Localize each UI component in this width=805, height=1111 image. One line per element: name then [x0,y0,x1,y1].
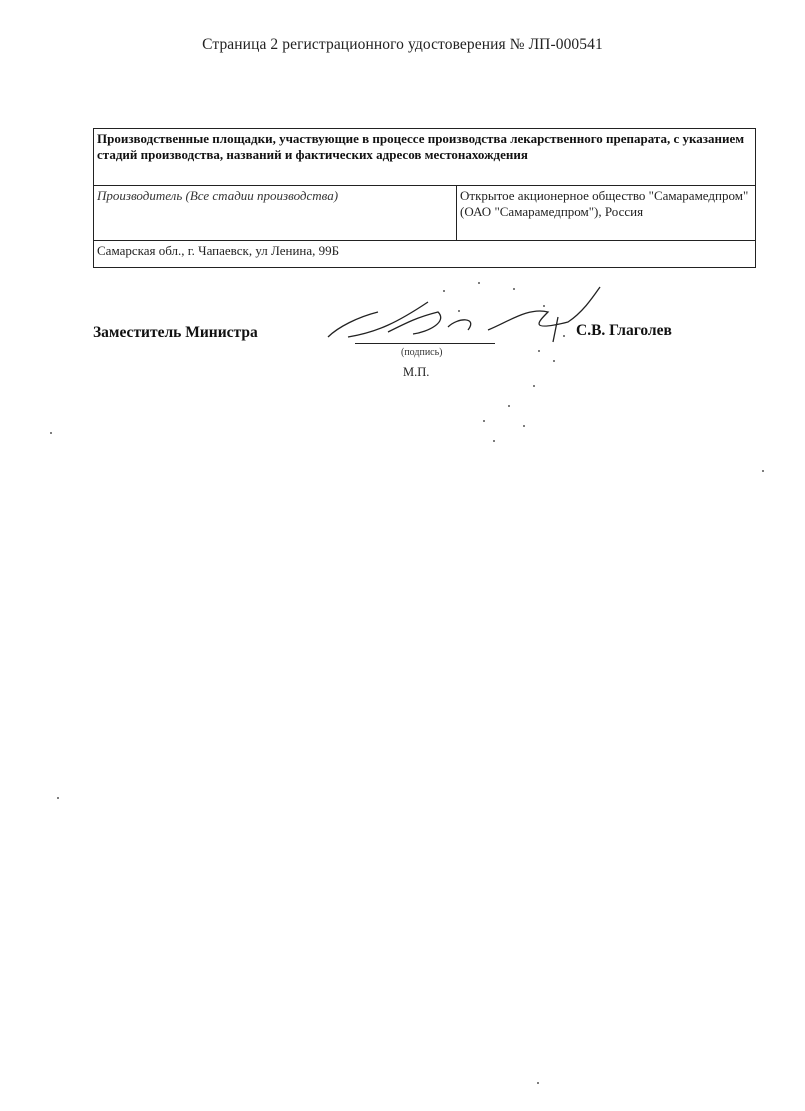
signer-position: Заместитель Министра [93,324,258,341]
table-row [94,186,756,241]
signature-caption: (подпись) [401,347,443,358]
table-heading-row [94,129,756,186]
signer-name: С.В. Глаголев [576,322,672,339]
production-sites-table [93,128,756,268]
producer-role-cell: Производитель (Все стадии производства) [94,186,457,241]
scan-artifact [50,432,52,434]
signature-block [93,310,756,410]
signature-line [355,343,495,344]
scan-artifact [762,470,764,472]
stamp-label: М.П. [403,365,430,379]
table-heading: Производственные площадки, участвующие в процессе производства лекарственного препарата, с указанием стадий производства, названий и фактических адресов местонахождения [94,129,756,186]
page-header: Страница 2 регистрационного удостоверения № ЛП-000541 [202,36,603,53]
address-cell: Самарская обл., г. Чапаевск, ул Ленина, 99Б [94,241,756,268]
handwritten-signature-icon [318,282,608,362]
organization-cell: Открытое акционерное общество "Самарамедпром" (ОАО "Самарамедпром"), Россия [457,186,756,241]
scan-artifact [537,1082,539,1084]
address-row [94,241,756,268]
scan-artifact [57,797,59,799]
